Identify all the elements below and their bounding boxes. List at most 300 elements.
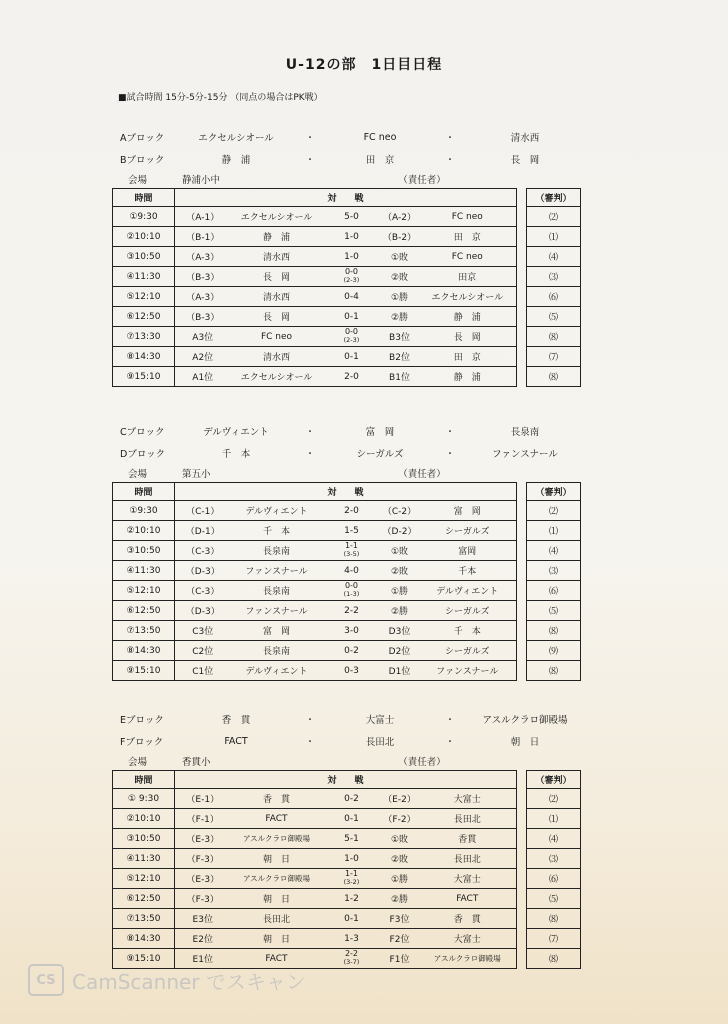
left-team: ファンスナール (231, 601, 323, 621)
table-row (113, 641, 581, 661)
right-code: ①勝 (381, 869, 419, 889)
block-team: 大富士 (365, 715, 395, 726)
score: 1-1 (344, 541, 359, 550)
right-team: FACT (419, 889, 517, 909)
left-code: （C-1） (175, 501, 231, 521)
table-row (113, 829, 581, 849)
block-team: 千 本 (221, 449, 251, 460)
pk-score: (1-3) (343, 590, 360, 598)
right-team: シーガルズ (419, 521, 517, 541)
score-cell (323, 949, 381, 969)
left-team: 香 貫 (231, 789, 323, 809)
score-cell (323, 247, 381, 267)
score-cell (323, 521, 381, 541)
right-code: ②敗 (381, 267, 419, 287)
match-time: ⑦13:30 (113, 327, 175, 347)
right-code: F2位 (381, 929, 419, 949)
referee: ⑹ (527, 581, 581, 601)
right-code: ①敗 (381, 829, 419, 849)
score: 0-3 (344, 665, 359, 676)
schedule-section (112, 708, 580, 969)
right-team: デルヴィエント (419, 581, 517, 601)
block-team: シーガルズ (356, 449, 404, 460)
left-team: 清水西 (231, 287, 323, 307)
right-team: シーガルズ (419, 641, 517, 661)
right-code: B1位 (381, 367, 419, 387)
table-row (113, 521, 581, 541)
table-row (113, 227, 581, 247)
left-team: FACT (231, 809, 323, 829)
separator: ・ (305, 449, 315, 460)
score-cell (323, 541, 381, 561)
table-row (113, 929, 581, 949)
block-team: 静 浦 (221, 155, 251, 166)
table-row (113, 541, 581, 561)
header-match: 対 戦 (175, 771, 517, 789)
score-cell (323, 621, 381, 641)
block-label: Fブロック (120, 737, 164, 748)
right-team: ファンスナール (419, 661, 517, 681)
header-time: 時間 (113, 771, 175, 789)
left-code: （D-1） (175, 521, 231, 541)
block-teams-row (112, 148, 580, 170)
left-team: 千 本 (231, 521, 323, 541)
right-code: （F-2） (381, 809, 419, 829)
left-code: E1位 (175, 949, 231, 969)
left-code: （B-3） (175, 307, 231, 327)
block-team: 長 岡 (510, 155, 540, 166)
right-team: 香 貫 (419, 909, 517, 929)
block-label: Eブロック (120, 715, 164, 726)
score: 0-1 (344, 311, 359, 322)
left-code: A1位 (175, 367, 231, 387)
score-cell (323, 347, 381, 367)
block-team: 長泉南 (510, 427, 540, 438)
schedule-section (112, 126, 580, 387)
header-match: 対 戦 (175, 189, 517, 207)
right-code: ②敗 (381, 561, 419, 581)
left-team: デルヴィエント (231, 501, 323, 521)
right-team: 田 京 (419, 227, 517, 247)
left-team: FACT (231, 949, 323, 969)
left-team: 長 岡 (231, 267, 323, 287)
score: 1-2 (344, 893, 359, 904)
referee: ⑶ (527, 561, 581, 581)
schedule-table (112, 482, 581, 681)
right-team: エクセルシオール (419, 287, 517, 307)
left-code: C2位 (175, 641, 231, 661)
table-row (113, 561, 581, 581)
left-code: （F-1） (175, 809, 231, 829)
referee: ⑺ (527, 347, 581, 367)
right-team: 大富士 (419, 869, 517, 889)
referee: ⑶ (527, 849, 581, 869)
separator: ・ (305, 427, 315, 438)
left-team: ファンスナール (231, 561, 323, 581)
right-team: 大富士 (419, 929, 517, 949)
pk-score: (2-3) (343, 336, 360, 344)
block-team: デルヴィエント (203, 427, 269, 438)
left-code: （F-3） (175, 849, 231, 869)
match-time: ⑤12:10 (113, 581, 175, 601)
score: 5-0 (344, 211, 359, 222)
header-referee: （審判） (527, 189, 581, 207)
left-team: 長泉南 (231, 641, 323, 661)
venue-row (112, 170, 580, 188)
match-time: ⑨15:10 (113, 367, 175, 387)
right-code: （E-2） (381, 789, 419, 809)
match-time: ③10:50 (113, 541, 175, 561)
header-time: 時間 (113, 189, 175, 207)
left-team: 朝 日 (231, 929, 323, 949)
match-time: ⑧14:30 (113, 641, 175, 661)
referee: ⑻ (527, 909, 581, 929)
score: 1-0 (344, 853, 359, 864)
score-cell (323, 561, 381, 581)
score-cell (323, 849, 381, 869)
separator: ・ (445, 427, 455, 438)
table-row (113, 307, 581, 327)
score: 1-5 (344, 525, 359, 536)
referee: ⑸ (527, 601, 581, 621)
table-row (113, 207, 581, 227)
score-cell (323, 307, 381, 327)
left-team: エクセルシオール (231, 207, 323, 227)
table-row (113, 661, 581, 681)
right-team: 富岡 (419, 541, 517, 561)
table-row (113, 621, 581, 641)
right-code: ②勝 (381, 307, 419, 327)
match-time-note: ■試合時間 15分-5分-15分 （同点の場合はPK戦） (118, 93, 323, 103)
left-team: FC neo (231, 327, 323, 347)
match-time: ④11:30 (113, 561, 175, 581)
right-team: 長田北 (419, 849, 517, 869)
table-row (113, 247, 581, 267)
score-cell (323, 287, 381, 307)
venue-name: 香貫小 (182, 757, 211, 768)
separator: ・ (305, 133, 315, 144)
referee: ⑵ (527, 207, 581, 227)
right-team: 長 岡 (419, 327, 517, 347)
score-cell (323, 809, 381, 829)
pk-score: (2-3) (343, 276, 360, 284)
match-time: ⑨15:10 (113, 949, 175, 969)
match-time: ⑥12:50 (113, 307, 175, 327)
right-code: （B-2） (381, 227, 419, 247)
right-code: F1位 (381, 949, 419, 969)
right-team: FC neo (419, 247, 517, 267)
score-cell (323, 581, 381, 601)
venue-label: 会場 (128, 757, 148, 768)
block-team: 富 岡 (365, 427, 395, 438)
schedule-table (112, 770, 581, 969)
score: 0-2 (344, 793, 359, 804)
table-header (113, 189, 581, 207)
right-code: B3位 (381, 327, 419, 347)
separator: ・ (445, 133, 455, 144)
right-code: （A-2） (381, 207, 419, 227)
left-team: 長泉南 (231, 541, 323, 561)
right-team: 長田北 (419, 809, 517, 829)
right-code: ①勝 (381, 581, 419, 601)
referee: ⑻ (527, 949, 581, 969)
score-cell (323, 909, 381, 929)
score: 5-1 (344, 833, 359, 844)
left-team: エクセルシオール (231, 367, 323, 387)
block-team: 清水西 (510, 133, 540, 144)
score: 2-2 (344, 605, 359, 616)
table-header (113, 483, 581, 501)
block-team: ファンスナール (492, 449, 558, 460)
separator: ・ (445, 449, 455, 460)
score-cell (323, 869, 381, 889)
score-cell (323, 367, 381, 387)
left-team: 長泉南 (231, 581, 323, 601)
right-team: アスルクラロ御殿場 (419, 949, 517, 969)
match-time: ④11:30 (113, 267, 175, 287)
score-cell (323, 207, 381, 227)
score-cell (323, 929, 381, 949)
score: 0-2 (344, 645, 359, 656)
block-label: Dブロック (120, 449, 166, 460)
score-cell (323, 227, 381, 247)
left-team: 清水西 (231, 347, 323, 367)
left-code: （D-3） (175, 601, 231, 621)
block-teams-row (112, 708, 580, 730)
right-team: シーガルズ (419, 601, 517, 621)
table-row (113, 809, 581, 829)
right-code: ②勝 (381, 889, 419, 909)
match-time: ⑧14:30 (113, 929, 175, 949)
referee: ⑻ (527, 621, 581, 641)
match-time: ①9:30 (113, 501, 175, 521)
table-row (113, 601, 581, 621)
venue-name: 静浦小中 (182, 175, 221, 186)
score: 0-1 (344, 913, 359, 924)
score: 1-1 (344, 869, 359, 878)
referee: ⑺ (527, 929, 581, 949)
referee: ⑻ (527, 327, 581, 347)
referee: ⑹ (527, 287, 581, 307)
right-code: ②勝 (381, 601, 419, 621)
referee: ⑻ (527, 367, 581, 387)
score-cell (323, 641, 381, 661)
venue-label: 会場 (128, 469, 148, 480)
right-team: 静 浦 (419, 367, 517, 387)
score: 2-0 (344, 505, 359, 516)
block-label: Bブロック (120, 155, 165, 166)
table-row (113, 267, 581, 287)
left-team: 清水西 (231, 247, 323, 267)
match-time: ①9:30 (113, 207, 175, 227)
left-code: （A-1） (175, 207, 231, 227)
referee: ⑼ (527, 641, 581, 661)
left-team: 長 岡 (231, 307, 323, 327)
block-team: 香 貫 (221, 715, 251, 726)
score-cell (323, 789, 381, 809)
score-cell (323, 267, 381, 287)
score: 0-0 (344, 327, 359, 336)
header-referee: （審判） (527, 771, 581, 789)
match-time: ⑤12:10 (113, 287, 175, 307)
score: 0-1 (344, 351, 359, 362)
score: 1-0 (344, 231, 359, 242)
separator: ・ (305, 737, 315, 748)
left-code: （C-3） (175, 581, 231, 601)
right-team: 田 京 (419, 347, 517, 367)
left-code: （B-3） (175, 267, 231, 287)
left-team: 富 岡 (231, 621, 323, 641)
right-code: ①敗 (381, 247, 419, 267)
referee: ⑷ (527, 247, 581, 267)
block-teams-row (112, 420, 580, 442)
left-code: （B-1） (175, 227, 231, 247)
header-referee: （審判） (527, 483, 581, 501)
score: 0-0 (344, 267, 359, 276)
referee: ⑴ (527, 227, 581, 247)
score-cell (323, 501, 381, 521)
left-code: E3位 (175, 909, 231, 929)
score: 1-0 (344, 251, 359, 262)
camscanner-logo-icon: CS (28, 964, 64, 996)
right-code: D2位 (381, 641, 419, 661)
block-team: 田 京 (365, 155, 395, 166)
score-cell (323, 327, 381, 347)
right-code: D1位 (381, 661, 419, 681)
watermark-text: CamScanner でスキャン (72, 969, 306, 994)
right-code: ②敗 (381, 849, 419, 869)
score-cell (323, 661, 381, 681)
score: 3-0 (344, 625, 359, 636)
match-time: ②10:10 (113, 227, 175, 247)
match-time: ⑦13:50 (113, 621, 175, 641)
left-team: 朝 日 (231, 849, 323, 869)
table-row (113, 581, 581, 601)
match-time: ⑥12:50 (113, 601, 175, 621)
pk-score: (3-5) (343, 550, 360, 558)
pk-score: (3-2) (343, 878, 360, 886)
match-time: ②10:10 (113, 521, 175, 541)
left-code: C1位 (175, 661, 231, 681)
responsible-label: （責任者） (398, 175, 446, 186)
left-code: A2位 (175, 347, 231, 367)
match-time: ⑧14:30 (113, 347, 175, 367)
referee: ⑵ (527, 789, 581, 809)
left-code: （F-3） (175, 889, 231, 909)
block-team: エクセルシオール (198, 133, 274, 144)
block-team: FACT (224, 735, 248, 747)
separator: ・ (445, 737, 455, 748)
referee: ⑴ (527, 521, 581, 541)
left-team: アスルクラロ御殿場 (231, 829, 323, 849)
referee: ⑴ (527, 809, 581, 829)
separator: ・ (445, 715, 455, 726)
referee: ⑷ (527, 829, 581, 849)
right-team: 大富士 (419, 789, 517, 809)
table-row (113, 789, 581, 809)
right-team: 田京 (419, 267, 517, 287)
score: 0-1 (344, 813, 359, 824)
score-cell (323, 889, 381, 909)
right-code: F3位 (381, 909, 419, 929)
referee: ⑻ (527, 661, 581, 681)
score: 2-0 (344, 371, 359, 382)
left-code: （E-3） (175, 829, 231, 849)
left-code: E2位 (175, 929, 231, 949)
separator: ・ (305, 715, 315, 726)
score: 4-0 (344, 565, 359, 576)
score: 2-2 (344, 949, 359, 958)
schedule-section (112, 420, 580, 681)
table-row (113, 501, 581, 521)
right-code: （D-2） (381, 521, 419, 541)
table-header (113, 771, 581, 789)
table-row (113, 909, 581, 929)
left-code: （C-3） (175, 541, 231, 561)
left-code: （E-3） (175, 869, 231, 889)
venue-row (112, 464, 580, 482)
match-time: ⑦13:50 (113, 909, 175, 929)
left-code: C3位 (175, 621, 231, 641)
referee: ⑵ (527, 501, 581, 521)
block-teams-row (112, 730, 580, 752)
score: 1-3 (344, 933, 359, 944)
right-team: 香貫 (419, 829, 517, 849)
right-code: ①勝 (381, 287, 419, 307)
responsible-label: （責任者） (398, 469, 446, 480)
right-code: B2位 (381, 347, 419, 367)
pk-score: (3-7) (343, 958, 360, 966)
left-team: 朝 日 (231, 889, 323, 909)
left-team: デルヴィエント (231, 661, 323, 681)
block-team: FC neo (363, 131, 397, 143)
table-row (113, 327, 581, 347)
referee: ⑷ (527, 541, 581, 561)
right-code: ①敗 (381, 541, 419, 561)
separator: ・ (445, 155, 455, 166)
right-team: 千 本 (419, 621, 517, 641)
referee: ⑶ (527, 267, 581, 287)
table-row (113, 849, 581, 869)
venue-row (112, 752, 580, 770)
score-cell (323, 829, 381, 849)
match-time: ⑨15:10 (113, 661, 175, 681)
header-match: 対 戦 (175, 483, 517, 501)
left-team: 静 浦 (231, 227, 323, 247)
right-team: 富 岡 (419, 501, 517, 521)
venue-name: 第五小 (182, 469, 211, 480)
block-label: Aブロック (120, 133, 165, 144)
score: 0-4 (344, 291, 359, 302)
referee: ⑸ (527, 889, 581, 909)
table-row (113, 287, 581, 307)
score: 0-0 (344, 581, 359, 590)
match-time: ②10:10 (113, 809, 175, 829)
right-team: 千本 (419, 561, 517, 581)
left-code: （E-1） (175, 789, 231, 809)
match-time: ① 9:30 (113, 789, 175, 809)
schedule-table (112, 188, 581, 387)
right-code: （C-2） (381, 501, 419, 521)
block-teams-row (112, 442, 580, 464)
match-time: ④11:30 (113, 849, 175, 869)
referee: ⑸ (527, 307, 581, 327)
right-code: D3位 (381, 621, 419, 641)
page-title: U-12の部 1日目日程 (285, 57, 443, 73)
match-time: ③10:50 (113, 829, 175, 849)
left-code: A3位 (175, 327, 231, 347)
table-row (113, 889, 581, 909)
